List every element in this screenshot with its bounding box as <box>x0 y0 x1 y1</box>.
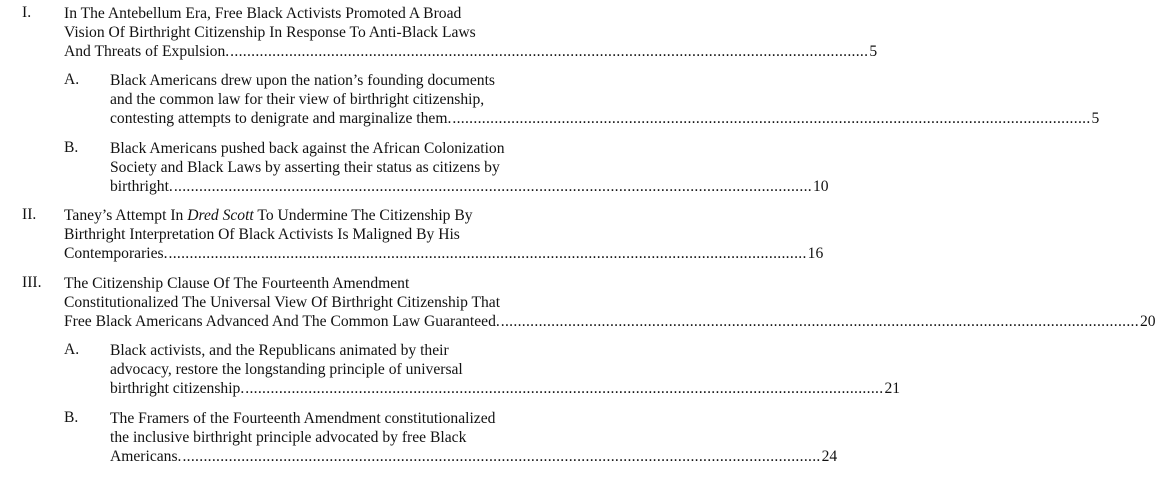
page-number: 5 <box>869 43 878 61</box>
subsection-title-line: and the common law for their view of birthright citizenship, <box>110 91 485 109</box>
page-number: 10 <box>812 178 829 196</box>
toc-subsection-1a <box>0 71 1100 131</box>
subsection-title-line: The Framers of the Fourteenth Amendment constitutionalized <box>110 410 496 427</box>
subsection-title-line: advocacy, restore the longstanding principle of universal <box>110 361 463 379</box>
subsection-title-line: contesting attempts to denigrate and marginalize them. <box>110 110 452 128</box>
page-number: 21 <box>884 380 901 398</box>
section-title-line: Birthright Interpretation Of Black Activists Is Maligned By His <box>64 226 460 244</box>
toc-section-1 <box>0 4 878 64</box>
section-title-line: Contemporaries. <box>64 245 168 263</box>
dot-leader: ........................................................................................................................................................ <box>500 313 1139 331</box>
subsection-title-line: birthright. <box>110 178 173 196</box>
section-title-line: Vision Of Birthright Citizenship In Response To Anti-Black Laws <box>64 24 476 42</box>
toc-section-2 <box>0 206 824 266</box>
section-number: I. <box>22 4 32 21</box>
subsection-title-line: Black Americans drew upon the nation’s founding documents <box>110 72 496 89</box>
subsection-title-line: Black Americans pushed back against the African Colonization <box>110 140 505 157</box>
page-number: 24 <box>821 448 838 466</box>
toc-subsection-1b <box>0 139 829 199</box>
section-title-line: In The Antebellum Era, Free Black Activists Promoted A Broad <box>64 5 462 22</box>
section-title-line: The Citizenship Clause Of The Fourteenth Amendment <box>64 275 410 292</box>
section-title-line: Taney’s Attempt In Dred Scott To Undermine The Citizenship By <box>64 207 473 224</box>
subsection-title-line: Society and Black Laws by asserting their status as citizens by <box>110 159 500 177</box>
subsection-letter: B. <box>64 409 79 426</box>
section-title-line: Free Black Americans Advanced And The Common Law Guaranteed. <box>64 313 500 331</box>
case-name-italic: Dred Scott <box>187 207 254 224</box>
dot-leader: ........................................................................................................................................................ <box>452 110 1091 128</box>
section-title-line: And Threats of Expulsion. <box>64 43 230 61</box>
section-number: III. <box>22 274 42 291</box>
page-number: 20 <box>1139 313 1156 331</box>
dot-leader: ........................................................................................................................................................ <box>230 43 869 61</box>
dot-leader: ........................................................................................................................................................ <box>245 380 884 398</box>
toc-subsection-3a <box>0 341 901 401</box>
page-number: 5 <box>1091 110 1100 128</box>
section-number: II. <box>22 206 37 223</box>
dot-leader: ........................................................................................................................................................ <box>182 448 821 466</box>
subsection-letter: B. <box>64 139 79 156</box>
page-number: 16 <box>807 245 824 263</box>
subsection-title-line: the inclusive birthright principle advocated by free Black <box>110 429 467 447</box>
toc-section-3 <box>0 274 1156 334</box>
subsection-letter: A. <box>64 71 80 88</box>
subsection-title-line: Black activists, and the Republicans animated by their <box>110 342 449 359</box>
toc-subsection-3b <box>0 409 838 469</box>
subsection-title-line: birthright citizenship. <box>110 380 245 398</box>
subsection-title-line: Americans. <box>110 448 182 466</box>
subsection-letter: A. <box>64 341 80 358</box>
section-title-line: Constitutionalized The Universal View Of Birthright Citizenship That <box>64 294 501 312</box>
dot-leader: ........................................................................................................................................................ <box>173 178 812 196</box>
dot-leader: ........................................................................................................................................................ <box>168 245 807 263</box>
